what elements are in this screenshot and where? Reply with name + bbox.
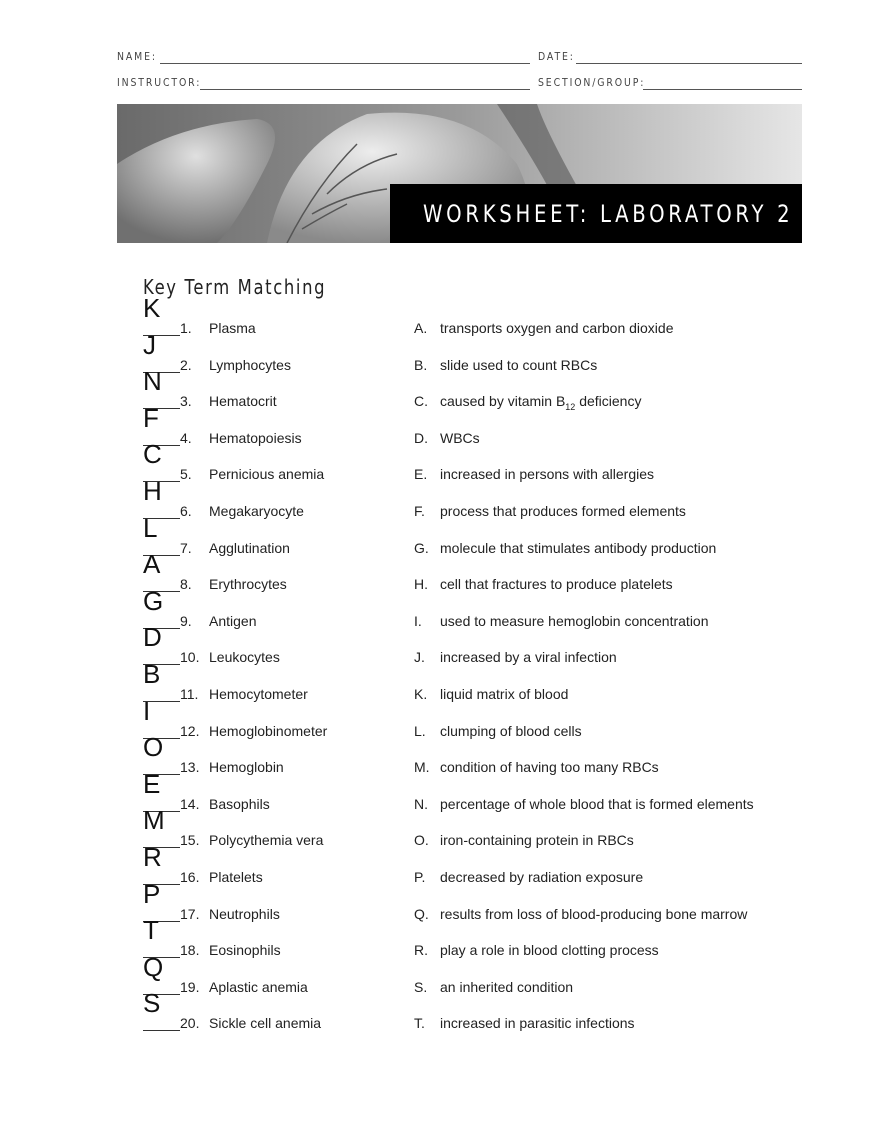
definition-text xyxy=(440,942,659,958)
matching-row xyxy=(0,622,880,685)
term-number: 6. xyxy=(180,503,192,519)
date-field[interactable] xyxy=(576,63,802,64)
matching-row xyxy=(0,915,880,978)
matching-row xyxy=(0,512,880,576)
term-number: 8. xyxy=(180,576,192,593)
definition-text xyxy=(440,869,643,885)
term-text: Leukocytes xyxy=(209,649,280,666)
matching-row xyxy=(0,293,880,356)
term-text: Antigen xyxy=(209,612,257,629)
matching-row xyxy=(0,549,880,612)
answer-letter[interactable]: L xyxy=(143,512,158,543)
definition-letter: P. xyxy=(414,869,426,885)
term-text: Agglutination xyxy=(209,539,290,556)
definition-letter: A. xyxy=(414,320,428,336)
matching-row xyxy=(0,585,880,649)
definition-text xyxy=(440,320,673,336)
answer-letter[interactable]: O xyxy=(143,732,164,763)
answer-letter[interactable]: E xyxy=(143,768,161,799)
instructor-field[interactable] xyxy=(200,89,530,90)
term-number: 14. xyxy=(180,795,200,812)
instructor-label: INSTRUCTOR: xyxy=(117,76,202,89)
term-text: Hematocrit xyxy=(209,393,277,410)
definition-main: molecule that stimulates antibody production xyxy=(440,539,717,556)
worksheet-title: WORKSHEET: LABORATORY 2 xyxy=(423,200,794,228)
answer-letter[interactable]: M xyxy=(143,805,165,836)
term-text: Hemocytometer xyxy=(209,686,308,702)
name-field[interactable] xyxy=(160,63,530,64)
definition-main: results from loss of blood-producing bone marrow xyxy=(440,905,748,922)
answer-letter[interactable]: D xyxy=(143,622,162,653)
definition-text xyxy=(440,759,659,775)
term-number: 16. xyxy=(180,869,200,885)
term-number: 20. xyxy=(180,1015,200,1032)
matching-row xyxy=(0,842,880,905)
definition-text xyxy=(440,576,673,592)
term-number: 17. xyxy=(180,905,200,922)
definition-text xyxy=(440,466,654,482)
term-number: 5. xyxy=(180,466,192,483)
definition-main: process that produces formed elements xyxy=(440,503,686,519)
definition-letter: N. xyxy=(414,795,428,812)
definition-main: cell that fractures to produce platelets xyxy=(440,576,673,593)
definition-main: increased in parasitic infections xyxy=(440,1015,635,1032)
definition-main: used to measure hemoglobin concentration xyxy=(440,612,709,629)
term-number: 10. xyxy=(180,649,200,666)
date-label: DATE: xyxy=(538,50,575,63)
definition-letter: L. xyxy=(414,722,426,739)
term-text: Platelets xyxy=(209,869,263,885)
term-text: Erythrocytes xyxy=(209,576,287,593)
definition-text xyxy=(440,796,754,812)
term-number: 7. xyxy=(180,539,192,556)
term-number: 3. xyxy=(180,393,192,410)
definition-letter: E. xyxy=(414,466,428,483)
answer-blank[interactable] xyxy=(143,1030,180,1031)
term-text: Eosinophils xyxy=(209,942,281,959)
term-text: Basophils xyxy=(209,795,270,812)
definition-main: liquid matrix of blood xyxy=(440,686,569,702)
definition-letter: F. xyxy=(414,503,425,519)
matching-row xyxy=(0,476,880,539)
term-text: Hematopoiesis xyxy=(209,429,302,446)
definition-letter: I. xyxy=(414,612,422,629)
definition-main: percentage of whole blood that is formed elements xyxy=(440,795,754,812)
answer-letter[interactable]: S xyxy=(143,988,161,1019)
answer-letter[interactable]: N xyxy=(143,366,162,397)
answer-letter[interactable]: G xyxy=(143,585,164,616)
answer-letter[interactable]: J xyxy=(143,329,156,360)
term-number: 2. xyxy=(180,356,192,373)
term-number: 4. xyxy=(180,429,192,446)
definition-main: increased in persons with allergies xyxy=(440,466,654,483)
definition-text xyxy=(440,393,641,412)
definition-main: clumping of blood cells xyxy=(440,722,582,739)
definition-main: slide used to count RBCs xyxy=(440,356,598,373)
definition-main: increased by a viral infection xyxy=(440,649,617,666)
term-text: Neutrophils xyxy=(209,905,280,922)
matching-row xyxy=(0,329,880,393)
definition-main: iron-containing protein in RBCs xyxy=(440,832,634,849)
matching-row xyxy=(0,805,880,868)
definition-text xyxy=(440,540,716,556)
answer-letter[interactable]: A xyxy=(143,549,161,580)
answer-letter[interactable]: R xyxy=(143,842,162,872)
definition-text xyxy=(440,649,617,665)
term-number: 12. xyxy=(180,722,200,739)
definition-text xyxy=(440,430,480,446)
answer-letter[interactable]: Q xyxy=(143,951,164,982)
term-number: 15. xyxy=(180,832,200,849)
matching-row xyxy=(0,439,880,502)
section-title: Key Term Matching xyxy=(143,275,327,299)
definition-main: transports oxygen and carbon dioxide xyxy=(440,320,674,336)
answer-letter[interactable]: K xyxy=(143,293,161,323)
definition-text xyxy=(440,723,582,739)
term-text: Hemoglobin xyxy=(209,759,284,776)
definition-text xyxy=(440,686,568,702)
definition-main: caused by vitamin B xyxy=(440,393,566,410)
definition-text xyxy=(440,503,686,519)
matching-row xyxy=(0,988,880,1051)
term-number: 11. xyxy=(180,686,199,702)
definition-after: deficiency xyxy=(575,393,642,410)
term-number: 19. xyxy=(180,978,200,995)
definition-main: condition of having too many RBCs xyxy=(440,759,659,776)
answer-letter[interactable]: T xyxy=(143,915,159,946)
answer-letter[interactable]: B xyxy=(143,659,161,689)
answer-letter[interactable]: I xyxy=(143,695,151,726)
term-text: Pernicious anemia xyxy=(209,466,325,483)
matching-row xyxy=(0,366,880,429)
definition-text xyxy=(440,357,597,373)
matching-row xyxy=(0,659,880,722)
name-label: NAME: xyxy=(117,50,157,63)
matching-row xyxy=(0,695,880,759)
definition-main: WBCs xyxy=(440,429,480,446)
definition-text xyxy=(440,906,747,922)
definition-main: play a role in blood clotting process xyxy=(440,942,659,959)
definition-letter: T. xyxy=(414,1015,425,1032)
definition-subscript: 12 xyxy=(565,401,576,412)
definition-main: an inherited condition xyxy=(440,978,574,995)
term-text: Polycythemia vera xyxy=(209,832,324,849)
matching-row xyxy=(0,951,880,1015)
definition-letter: Q. xyxy=(414,905,429,922)
term-number: 13. xyxy=(180,759,200,776)
answer-letter[interactable]: C xyxy=(143,439,162,470)
definition-letter: D. xyxy=(414,429,428,446)
term-text: Megakaryocyte xyxy=(209,503,304,519)
term-text: Plasma xyxy=(209,320,256,336)
definition-text xyxy=(440,1015,635,1031)
definition-letter: K. xyxy=(414,686,428,702)
definition-letter: S. xyxy=(414,978,428,995)
answer-letter[interactable]: P xyxy=(143,878,161,909)
term-number: 18. xyxy=(180,942,200,959)
definition-text xyxy=(440,979,573,995)
definition-letter: C. xyxy=(414,393,428,410)
answer-letter[interactable]: H xyxy=(143,476,162,506)
term-text: Hemoglobinometer xyxy=(209,722,328,739)
definition-letter: G. xyxy=(414,539,429,556)
definition-main: decreased by radiation exposure xyxy=(440,869,644,885)
definition-letter: B. xyxy=(414,356,428,373)
definition-letter: R. xyxy=(414,942,428,959)
matching-row xyxy=(0,878,880,942)
term-text: Lymphocytes xyxy=(209,356,291,373)
term-number: 1. xyxy=(180,320,192,336)
section-group-field[interactable] xyxy=(643,89,802,90)
definition-text xyxy=(440,613,709,629)
definition-letter: H. xyxy=(414,576,428,593)
term-number: 9. xyxy=(180,612,192,629)
answer-letter[interactable]: F xyxy=(143,402,159,433)
definition-letter: M. xyxy=(414,759,430,776)
definition-letter: O. xyxy=(414,832,429,849)
matching-row xyxy=(0,768,880,832)
definition-letter: J. xyxy=(414,649,425,666)
definition-text xyxy=(440,832,634,848)
section-group-label: SECTION/GROUP: xyxy=(538,76,646,89)
matching-row xyxy=(0,732,880,795)
term-text: Aplastic anemia xyxy=(209,978,308,995)
term-text: Sickle cell anemia xyxy=(209,1015,322,1032)
